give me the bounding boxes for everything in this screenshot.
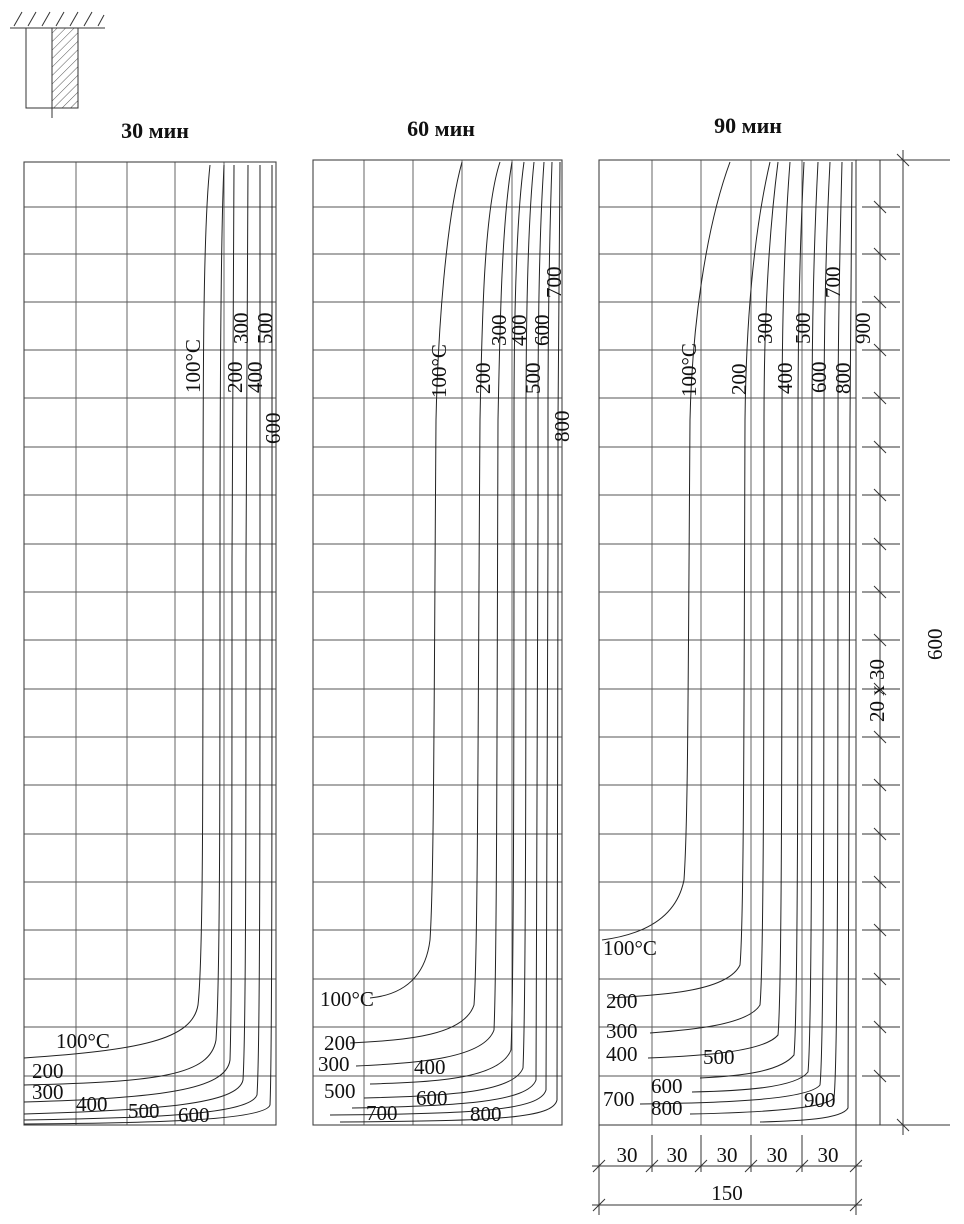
section-sketch-icon [10,12,105,118]
width-segment-label: 30 [817,1143,839,1167]
iso-label-600-bottom: 600 [416,1086,448,1110]
iso-label-300-bottom: 300 [32,1080,64,1104]
vertical-labels-90min [677,267,875,398]
iso-label-400: 400 [507,314,531,346]
vertical-labels-60min [427,267,574,443]
width-segment-label: 30 [666,1143,688,1167]
iso-label-800: 800 [550,410,574,442]
iso-label-900: 900 [851,312,875,344]
panel-30min [24,162,285,1127]
iso-label-800-bottom: 800 [651,1096,683,1120]
iso-label-100-bottom: 100°C [320,987,374,1011]
iso-label-600: 600 [530,314,554,346]
iso-label-400: 400 [243,361,267,393]
iso-label-500: 500 [521,362,545,394]
iso-label-300: 300 [487,314,511,346]
iso-label-700-bottom: 700 [603,1087,635,1111]
isotherms-30min [24,165,272,1124]
iso-label-300-bottom: 300 [606,1019,638,1043]
width-segment-label: 30 [766,1143,788,1167]
iso-label-200: 200 [727,363,751,395]
iso-label-500: 500 [253,312,277,344]
height-divisions-label: 20 x 30 [865,659,889,722]
height-total-label: 600 [923,628,947,660]
iso-label-500-bottom: 500 [128,1099,160,1123]
iso-label-200: 200 [471,362,495,394]
bottom-labels-30min [32,1029,210,1127]
iso-label-600-bottom: 600 [651,1074,683,1098]
iso-label-700-bottom: 700 [366,1101,398,1125]
iso-label-200: 200 [223,361,247,393]
iso-label-600-bottom: 600 [178,1103,210,1127]
width-total-label: 150 [711,1181,743,1205]
iso-label-100: 100°C [181,339,205,393]
bottom-labels-60min [318,987,502,1126]
iso-label-900-bottom: 900 [804,1088,836,1112]
iso-label-600: 600 [261,412,285,444]
iso-label-500: 500 [791,312,815,344]
iso-label-500-bottom: 500 [324,1079,356,1103]
iso-label-400-bottom: 400 [414,1055,446,1079]
isotherms-90min [602,162,852,1122]
panel-title-30: 30 мин [121,118,189,143]
panel-title-60: 60 мин [407,116,475,141]
iso-label-100: 100°C [677,343,701,397]
iso-label-600: 600 [807,361,831,393]
width-segment-label: 30 [616,1143,638,1167]
iso-label-200-bottom: 200 [32,1059,64,1083]
width-segment-label: 30 [716,1143,738,1167]
iso-label-300-bottom: 300 [318,1052,350,1076]
iso-label-100-bottom: 100°C [603,936,657,960]
iso-label-200-bottom: 200 [606,989,638,1013]
iso-label-700: 700 [821,266,845,298]
panel-60min [313,160,574,1126]
panel-90min [599,160,875,1125]
iso-label-700: 700 [542,266,566,298]
iso-label-400-bottom: 400 [76,1092,108,1116]
iso-label-200-bottom: 200 [324,1031,356,1055]
grid-90min [599,160,856,1125]
iso-label-800-bottom: 800 [470,1102,502,1126]
iso-label-400: 400 [773,362,797,394]
isotherms-60min [330,162,560,1122]
panel-title-90: 90 мин [714,113,782,138]
iso-label-100-bottom: 100°C [56,1029,110,1053]
iso-label-400-bottom: 400 [606,1042,638,1066]
iso-label-300: 300 [229,312,253,344]
iso-label-300: 300 [753,312,777,344]
iso-label-100: 100°C [427,344,451,398]
iso-label-500-bottom: 500 [703,1045,735,1069]
bottom-labels-90min [603,936,836,1120]
iso-label-800: 800 [831,362,855,394]
grid-30min [24,162,276,1125]
